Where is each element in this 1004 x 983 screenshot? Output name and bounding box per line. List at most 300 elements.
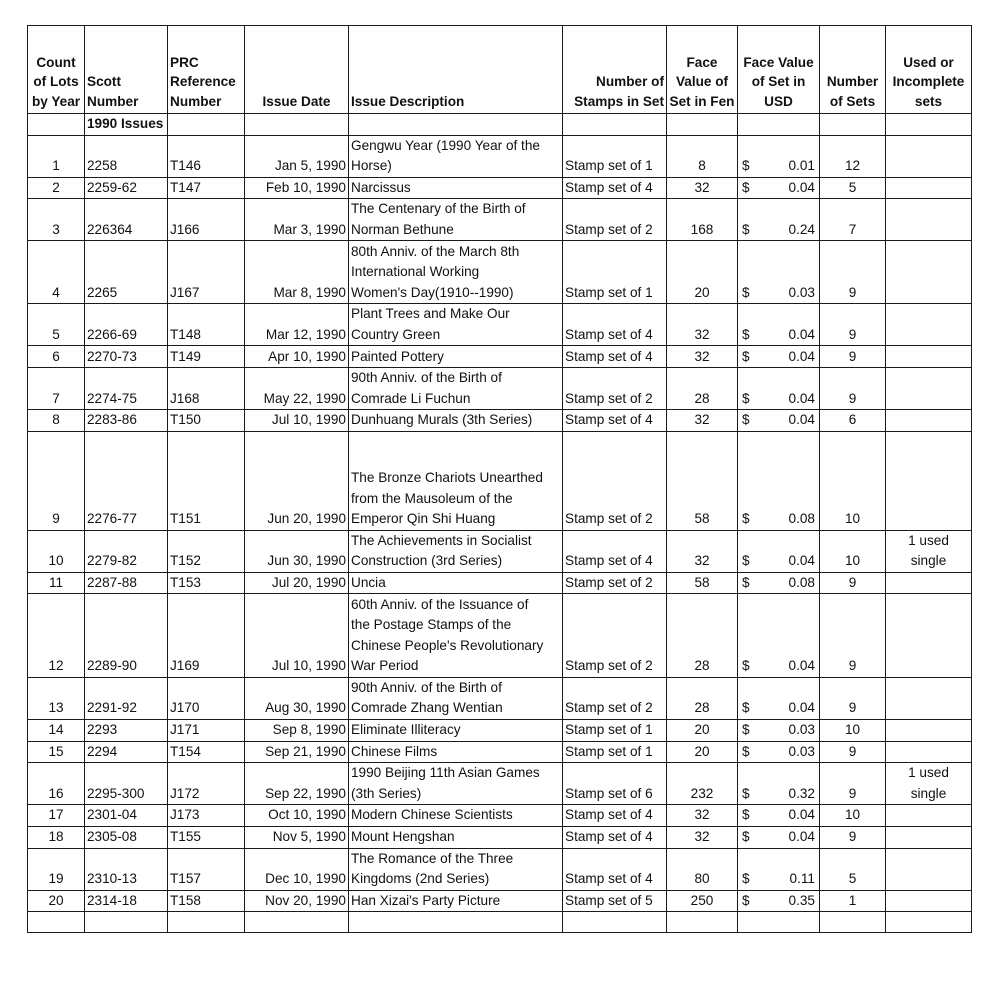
used-or-incomplete: [886, 572, 972, 594]
face-value-usd: [738, 763, 820, 805]
description-line: Painted Pottery: [351, 348, 444, 364]
description-line: the Postage Stamps of the: [351, 617, 512, 633]
currency-symbol: $: [742, 785, 750, 801]
lot-count: 13: [28, 677, 85, 719]
description-line: Modern Chinese Scientists: [351, 807, 513, 823]
face-value-fen: 250: [667, 890, 738, 912]
usd-amount: 0.04: [788, 412, 815, 428]
table-row: [28, 594, 972, 677]
usd-amount: 0.04: [788, 179, 815, 195]
issue-description: [349, 594, 563, 677]
header-prc-line: Reference: [170, 74, 236, 89]
scott-number: 226364: [85, 199, 168, 241]
issue-description: [349, 741, 563, 763]
number-of-sets: 5: [820, 848, 886, 890]
issue-date: Dec 10, 1990: [245, 848, 349, 890]
header-prc: [168, 26, 245, 114]
number-of-sets: 1: [820, 890, 886, 912]
description-line: Han Xizai's Party Picture: [351, 892, 501, 908]
stamps-in-set: Stamp set of 2: [563, 594, 667, 677]
stamps-in-set: Stamp set of 4: [563, 848, 667, 890]
used-or-incomplete: [886, 719, 972, 741]
number-of-sets: 9: [820, 594, 886, 677]
description-line: 90th Anniv. of the Birth of: [351, 370, 502, 386]
issue-date: Aug 30, 1990: [245, 677, 349, 719]
currency-symbol: $: [742, 722, 750, 738]
issue-date: Sep 22, 1990: [245, 763, 349, 805]
table-row: [28, 199, 972, 241]
scott-number: 2294: [85, 741, 168, 763]
issue-date: Sep 21, 1990: [245, 741, 349, 763]
prc-reference: J167: [168, 241, 245, 304]
face-value-usd: [738, 805, 820, 827]
face-value-usd: [738, 135, 820, 177]
usd-amount: 0.35: [788, 892, 815, 908]
description-line: Emperor Qin Shi Huang: [351, 511, 496, 527]
scott-number: 2266-69: [85, 304, 168, 346]
face-value-fen: 32: [667, 410, 738, 432]
header-fen-line: Face: [686, 54, 718, 70]
face-value-fen: 20: [667, 241, 738, 304]
scott-number: 2301-04: [85, 805, 168, 827]
issue-description: [349, 763, 563, 805]
lot-count: 3: [28, 199, 85, 241]
section-label: 1990 Issues: [85, 114, 168, 136]
scott-number: 2283-86: [85, 410, 168, 432]
table-body: [28, 135, 972, 912]
currency-symbol: $: [742, 179, 750, 195]
header-stamps: [563, 26, 667, 114]
lot-count: 4: [28, 241, 85, 304]
prc-reference: T157: [168, 848, 245, 890]
usd-amount: 0.04: [788, 553, 815, 569]
lot-count: 15: [28, 741, 85, 763]
issue-description: [349, 431, 563, 530]
face-value-fen: 28: [667, 368, 738, 410]
issue-date: Jun 30, 1990: [245, 530, 349, 572]
stamps-in-set: Stamp set of 2: [563, 572, 667, 594]
header-fen: [667, 26, 738, 114]
lot-count: 2: [28, 177, 85, 199]
prc-reference: J172: [168, 763, 245, 805]
table-row: [28, 677, 972, 719]
used-or-incomplete: [886, 741, 972, 763]
description-line: Comrade Li Fuchun: [351, 390, 471, 406]
number-of-sets: 10: [820, 719, 886, 741]
header-row: [28, 26, 972, 114]
used-or-incomplete: [886, 135, 972, 177]
issue-date: Mar 8, 1990: [245, 241, 349, 304]
issue-date: Feb 10, 1990: [245, 177, 349, 199]
description-line: Mount Hengshan: [351, 829, 455, 845]
prc-reference: J168: [168, 368, 245, 410]
issue-description: [349, 719, 563, 741]
description-line: Horse): [351, 158, 392, 174]
issue-description: [349, 826, 563, 848]
prc-reference: T150: [168, 410, 245, 432]
description-line: Construction (3rd Series): [351, 553, 503, 569]
header-count: [28, 26, 85, 114]
description-line: The Achievements in Socialist: [351, 532, 532, 548]
table-row: [28, 890, 972, 912]
face-value-usd: [738, 431, 820, 530]
table-row: [28, 530, 972, 572]
header-count-line: of Lots: [33, 74, 79, 89]
face-value-fen: 58: [667, 431, 738, 530]
header-usd-line: Face Value: [743, 54, 814, 70]
issue-description: [349, 890, 563, 912]
description-line: 80th Anniv. of the March 8th: [351, 243, 520, 259]
lot-count: 16: [28, 763, 85, 805]
used-or-incomplete: [886, 199, 972, 241]
lot-count: 7: [28, 368, 85, 410]
stamps-in-set: Stamp set of 1: [563, 719, 667, 741]
face-value-usd: [738, 177, 820, 199]
description-line: Uncia: [351, 574, 386, 590]
currency-symbol: $: [742, 829, 750, 845]
number-of-sets: 10: [820, 805, 886, 827]
face-value-fen: 32: [667, 177, 738, 199]
section-row: [28, 114, 972, 136]
used-or-incomplete: [886, 177, 972, 199]
usd-amount: 0.03: [788, 722, 815, 738]
stamps-in-set: Stamp set of 4: [563, 346, 667, 368]
description-line: Eliminate Illiteracy: [351, 722, 461, 738]
table-row: [28, 805, 972, 827]
usd-amount: 0.04: [788, 390, 815, 406]
empty-row: [28, 912, 972, 933]
issue-description: [349, 241, 563, 304]
used-or-incomplete: [886, 763, 972, 805]
face-value-fen: 168: [667, 199, 738, 241]
scott-number: 2305-08: [85, 826, 168, 848]
header-stamps-line: Number of: [596, 74, 664, 89]
scott-number: 2276-77: [85, 431, 168, 530]
table-row: [28, 368, 972, 410]
header-fen-line: Set in Fen: [669, 93, 735, 109]
stamps-in-set: Stamp set of 4: [563, 304, 667, 346]
lot-count: 8: [28, 410, 85, 432]
used-or-incomplete: [886, 677, 972, 719]
description-line: War Period: [351, 658, 419, 674]
header-desc-line: Issue Description: [351, 93, 465, 109]
prc-reference: J166: [168, 199, 245, 241]
used-or-incomplete: [886, 805, 972, 827]
stamps-in-set: Stamp set of 2: [563, 368, 667, 410]
face-value-fen: 28: [667, 677, 738, 719]
stamps-in-set: Stamp set of 4: [563, 805, 667, 827]
lot-count: 1: [28, 135, 85, 177]
number-of-sets: 9: [820, 241, 886, 304]
table-row: [28, 410, 972, 432]
face-value-fen: 32: [667, 826, 738, 848]
number-of-sets: 5: [820, 177, 886, 199]
currency-symbol: $: [742, 574, 750, 590]
used-or-incomplete: [886, 594, 972, 677]
used-or-incomplete: [886, 431, 972, 530]
used-note-line: 1 used: [908, 765, 949, 781]
currency-symbol: $: [742, 348, 750, 364]
stamps-in-set: Stamp set of 4: [563, 410, 667, 432]
number-of-sets: 9: [820, 304, 886, 346]
face-value-usd: [738, 890, 820, 912]
stamps-in-set: Stamp set of 1: [563, 135, 667, 177]
used-or-incomplete: [886, 304, 972, 346]
usd-amount: 0.24: [788, 221, 815, 237]
issue-description: [349, 199, 563, 241]
description-line: 1990 Beijing 11th Asian Games: [351, 765, 540, 781]
usd-amount: 0.01: [788, 158, 815, 174]
scott-number: 2279-82: [85, 530, 168, 572]
header-sets-line: Number: [826, 74, 879, 89]
scott-number: 2310-13: [85, 848, 168, 890]
header-stamps-line: Stamps in Set: [574, 93, 664, 109]
face-value-usd: [738, 304, 820, 346]
prc-reference: T148: [168, 304, 245, 346]
usd-amount: 0.04: [788, 326, 815, 342]
header-scott-line: Scott: [87, 74, 121, 89]
header-used-line: Incomplete: [892, 74, 965, 89]
description-line: The Centenary of the Birth of: [351, 201, 526, 217]
issue-description: [349, 346, 563, 368]
issue-date: Mar 12, 1990: [245, 304, 349, 346]
scott-number: 2270-73: [85, 346, 168, 368]
table-row: [28, 241, 972, 304]
face-value-usd: [738, 826, 820, 848]
issue-date: Nov 20, 1990: [245, 890, 349, 912]
usd-amount: 0.03: [788, 743, 815, 759]
lot-count: 5: [28, 304, 85, 346]
description-line: (3th Series): [351, 785, 422, 801]
issue-date: May 22, 1990: [245, 368, 349, 410]
lot-count: 10: [28, 530, 85, 572]
issue-date: Jun 20, 1990: [245, 431, 349, 530]
lot-count: 17: [28, 805, 85, 827]
face-value-usd: [738, 594, 820, 677]
face-value-fen: 32: [667, 530, 738, 572]
issue-description: [349, 410, 563, 432]
description-line: Comrade Zhang Wentian: [351, 700, 503, 716]
used-note-line: single: [910, 785, 947, 801]
prc-reference: T151: [168, 431, 245, 530]
issue-date: Nov 5, 1990: [245, 826, 349, 848]
header-desc: [349, 26, 563, 114]
issue-description: [349, 530, 563, 572]
prc-reference: J173: [168, 805, 245, 827]
usd-amount: 0.03: [788, 284, 815, 300]
issue-date: Jul 10, 1990: [245, 410, 349, 432]
issue-description: [349, 572, 563, 594]
usd-amount: 0.04: [788, 829, 815, 845]
header-usd-line: USD: [764, 93, 793, 109]
currency-symbol: $: [742, 807, 750, 823]
issue-description: [349, 177, 563, 199]
used-or-incomplete: [886, 410, 972, 432]
currency-symbol: $: [742, 871, 750, 887]
stamps-in-set: Stamp set of 2: [563, 677, 667, 719]
scott-number: 2289-90: [85, 594, 168, 677]
header-usd-line: of Set in: [751, 74, 806, 89]
prc-reference: T155: [168, 826, 245, 848]
description-line: The Bronze Chariots Unearthed: [351, 470, 543, 486]
face-value-fen: 20: [667, 719, 738, 741]
used-or-incomplete: [886, 890, 972, 912]
used-or-incomplete: [886, 826, 972, 848]
face-value-usd: [738, 677, 820, 719]
used-or-incomplete: [886, 848, 972, 890]
table-row: [28, 848, 972, 890]
number-of-sets: 9: [820, 572, 886, 594]
scott-number: 2274-75: [85, 368, 168, 410]
used-note-line: single: [910, 553, 947, 569]
lot-count: 6: [28, 346, 85, 368]
prc-reference: T146: [168, 135, 245, 177]
used-or-incomplete: [886, 346, 972, 368]
face-value-fen: 32: [667, 805, 738, 827]
usd-amount: 0.08: [788, 511, 815, 527]
description-line: Chinese People's Revolutionary: [351, 637, 544, 653]
issue-date: Sep 8, 1990: [245, 719, 349, 741]
header-usd: [738, 26, 820, 114]
usd-amount: 0.04: [788, 807, 815, 823]
stamps-in-set: Stamp set of 2: [563, 199, 667, 241]
issue-description: [349, 848, 563, 890]
face-value-usd: [738, 719, 820, 741]
prc-reference: T158: [168, 890, 245, 912]
usd-amount: 0.08: [788, 574, 815, 590]
stamps-in-set: Stamp set of 5: [563, 890, 667, 912]
currency-symbol: $: [742, 892, 750, 908]
currency-symbol: $: [742, 158, 750, 174]
lot-count: 9: [28, 431, 85, 530]
usd-amount: 0.04: [788, 700, 815, 716]
face-value-usd: [738, 199, 820, 241]
header-used-line: Used or: [903, 54, 954, 70]
face-value-fen: 58: [667, 572, 738, 594]
stamps-in-set: Stamp set of 6: [563, 763, 667, 805]
header-prc-line: Number: [170, 93, 222, 109]
issue-description: [349, 368, 563, 410]
currency-symbol: $: [742, 743, 750, 759]
description-line: Dunhuang Murals (3th Series): [351, 412, 533, 428]
lot-count: 20: [28, 890, 85, 912]
currency-symbol: $: [742, 326, 750, 342]
description-line: Country Green: [351, 326, 441, 342]
lot-count: 11: [28, 572, 85, 594]
scott-number: 2258: [85, 135, 168, 177]
prc-reference: T149: [168, 346, 245, 368]
usd-amount: 0.32: [788, 785, 815, 801]
currency-symbol: $: [742, 412, 750, 428]
table-row: [28, 741, 972, 763]
number-of-sets: 9: [820, 677, 886, 719]
currency-symbol: $: [742, 700, 750, 716]
lot-count: 12: [28, 594, 85, 677]
stamp-issues-table: [27, 25, 972, 933]
scott-number: 2259-62: [85, 177, 168, 199]
header-sets: [820, 26, 886, 114]
issue-description: [349, 677, 563, 719]
table-row: [28, 177, 972, 199]
prc-reference: J170: [168, 677, 245, 719]
scott-number: 2265: [85, 241, 168, 304]
issue-date: Mar 3, 1990: [245, 199, 349, 241]
face-value-usd: [738, 530, 820, 572]
face-value-fen: 80: [667, 848, 738, 890]
currency-symbol: $: [742, 390, 750, 406]
usd-amount: 0.11: [789, 871, 815, 887]
face-value-fen: 232: [667, 763, 738, 805]
number-of-sets: 9: [820, 346, 886, 368]
prc-reference: T152: [168, 530, 245, 572]
header-scott: [85, 26, 168, 114]
prc-reference: J171: [168, 719, 245, 741]
usd-amount: 0.04: [788, 658, 815, 674]
issue-description: [349, 304, 563, 346]
description-line: Norman Bethune: [351, 221, 454, 237]
description-line: Plant Trees and Make Our: [351, 306, 510, 322]
header-count-line: Count: [36, 54, 76, 70]
used-or-incomplete: [886, 530, 972, 572]
stamps-in-set: Stamp set of 4: [563, 177, 667, 199]
header-fen-line: Value of: [675, 74, 729, 89]
issue-date: Jan 5, 1990: [245, 135, 349, 177]
number-of-sets: 6: [820, 410, 886, 432]
header-date-line: Issue Date: [262, 93, 331, 109]
face-value-fen: 32: [667, 346, 738, 368]
issue-date: Jul 20, 1990: [245, 572, 349, 594]
description-line: International Working: [351, 264, 480, 280]
issue-date: Apr 10, 1990: [245, 346, 349, 368]
header-scott-line: Number: [87, 93, 139, 109]
currency-symbol: $: [742, 658, 750, 674]
scott-number: 2293: [85, 719, 168, 741]
header-count-line: by Year: [31, 93, 81, 109]
currency-symbol: $: [742, 553, 750, 569]
stamps-in-set: Stamp set of 4: [563, 826, 667, 848]
number-of-sets: 12: [820, 135, 886, 177]
prc-reference: T147: [168, 177, 245, 199]
scott-number: 2314-18: [85, 890, 168, 912]
scott-number: 2291-92: [85, 677, 168, 719]
stamps-in-set: Stamp set of 1: [563, 741, 667, 763]
description-line: 60th Anniv. of the Issuance of: [351, 596, 529, 612]
currency-symbol: $: [742, 511, 750, 527]
stamps-in-set: Stamp set of 1: [563, 241, 667, 304]
issue-description: [349, 805, 563, 827]
face-value-usd: [738, 572, 820, 594]
face-value-usd: [738, 368, 820, 410]
header-prc-line: PRC: [170, 54, 199, 70]
lot-count: 14: [28, 719, 85, 741]
lot-count: 19: [28, 848, 85, 890]
stamps-in-set: Stamp set of 2: [563, 431, 667, 530]
used-or-incomplete: [886, 241, 972, 304]
table-row: [28, 346, 972, 368]
number-of-sets: 10: [820, 431, 886, 530]
issue-date: Jul 10, 1990: [245, 594, 349, 677]
table-row: [28, 572, 972, 594]
description-line: Women's Day(1910--1990): [351, 284, 514, 300]
description-line: from the Mausoleum of the: [351, 490, 513, 506]
table-row: [28, 826, 972, 848]
used-note-line: 1 used: [908, 532, 949, 548]
number-of-sets: 7: [820, 199, 886, 241]
face-value-usd: [738, 848, 820, 890]
usd-amount: 0.04: [788, 348, 815, 364]
face-value-usd: [738, 346, 820, 368]
description-line: The Romance of the Three: [351, 850, 514, 866]
